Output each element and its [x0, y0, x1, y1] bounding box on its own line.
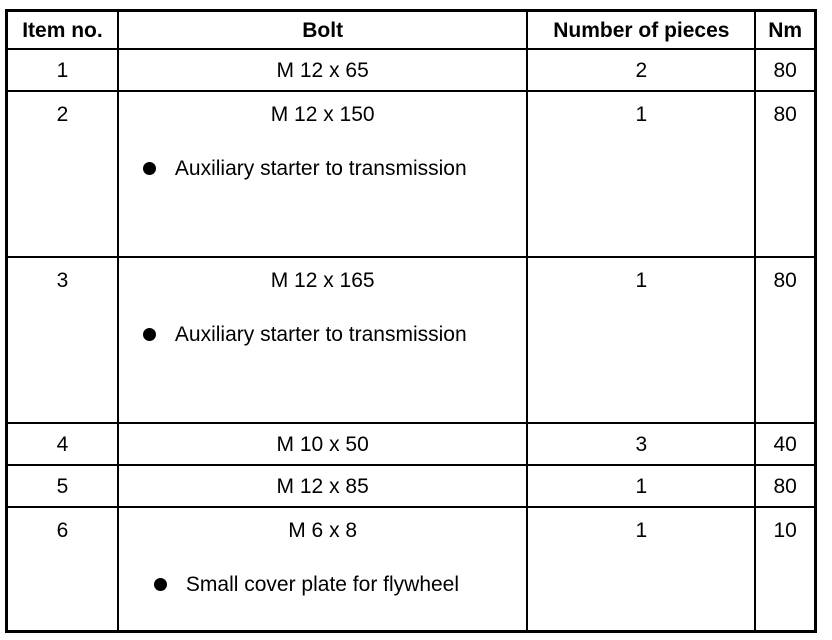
header-nm: Nm: [755, 11, 815, 50]
pieces-cell: 1: [527, 507, 755, 632]
item-number-cell: 2: [7, 91, 118, 257]
bolt-note: [119, 324, 527, 345]
bolt-note-text: Small cover plate for flywheel: [185, 573, 460, 596]
item-number-cell: 4: [7, 423, 118, 465]
torque-cell: 10: [755, 507, 815, 632]
bolt-size: M 12 x 65: [276, 58, 369, 82]
bolt-cell: [118, 423, 528, 465]
table-row: [7, 507, 816, 632]
torque-cell: 80: [755, 91, 815, 257]
item-number-cell: 6: [7, 507, 118, 632]
bolt-specification-table: [5, 9, 817, 633]
table-row: [7, 423, 816, 465]
pieces-cell: 2: [527, 49, 755, 91]
torque-cell: 80: [755, 49, 815, 91]
table-row: [7, 49, 816, 91]
torque-cell: 80: [755, 465, 815, 507]
header-bolt: Bolt: [118, 11, 528, 50]
pieces-cell: 1: [527, 91, 755, 257]
torque-cell: 40: [755, 423, 815, 465]
bolt-note-text: Auxiliary starter to transmission: [174, 323, 467, 346]
table-header-row: [7, 11, 816, 50]
header-item-no: Item no.: [7, 11, 118, 50]
bolt-size: M 12 x 150: [270, 103, 375, 126]
bolt-cell: [118, 507, 528, 632]
bullet-icon: [143, 328, 156, 341]
bolt-note-text: Auxiliary starter to transmission: [174, 157, 467, 180]
bolt-cell: [118, 49, 528, 91]
bolt-cell: [118, 91, 528, 257]
item-number-cell: 1: [7, 49, 118, 91]
bullet-icon: [154, 578, 167, 591]
torque-cell: 80: [755, 257, 815, 423]
table-row: [7, 257, 816, 423]
bolt-note: [119, 158, 527, 179]
bolt-size: M 12 x 165: [270, 269, 375, 292]
bolt-cell: [118, 257, 528, 423]
item-number-cell: 5: [7, 465, 118, 507]
pieces-cell: 1: [527, 465, 755, 507]
item-number-cell: 3: [7, 257, 118, 423]
bolt-size: M 10 x 50: [276, 432, 369, 456]
bolt-size: M 6 x 8: [288, 519, 358, 542]
bolt-size: M 12 x 85: [276, 474, 369, 498]
pieces-cell: 1: [527, 257, 755, 423]
pieces-cell: 3: [527, 423, 755, 465]
bolt-cell: [118, 465, 528, 507]
bolt-table-container: [5, 9, 817, 633]
table-row: [7, 91, 816, 257]
bullet-icon: [143, 162, 156, 175]
table-row: [7, 465, 816, 507]
bolt-note: [119, 574, 527, 595]
header-number-of-pieces: Number of pieces: [527, 11, 755, 50]
